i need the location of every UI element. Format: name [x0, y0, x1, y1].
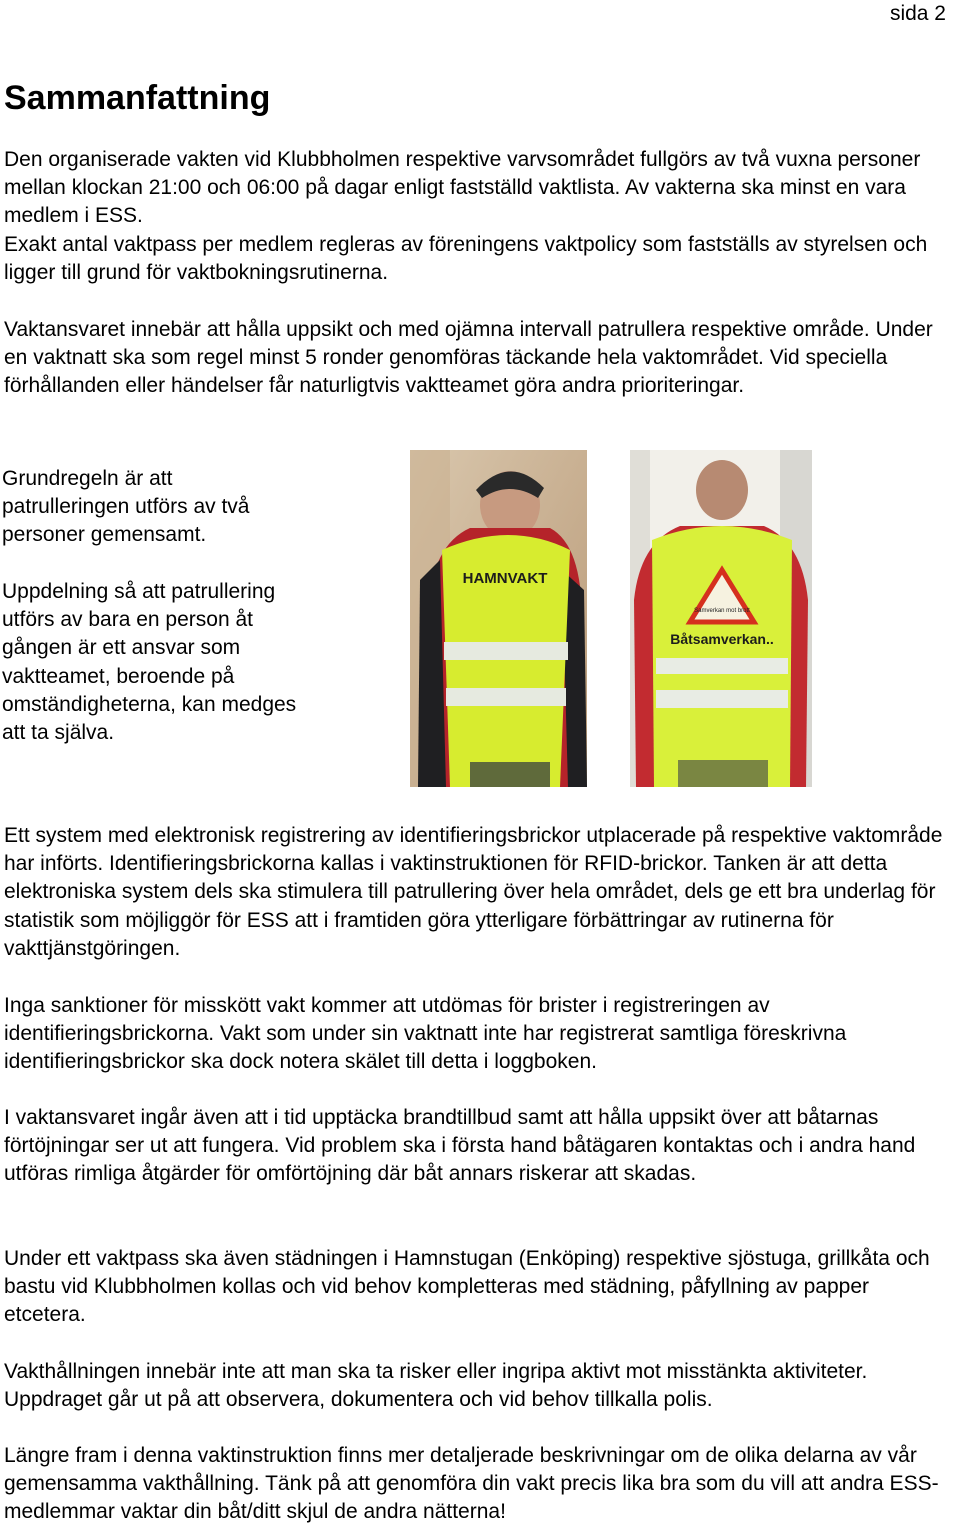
body-paragraph-4: Under ett vaktpass ska även städningen i Hamnstugan (Enköping) respektive sjöstuga, grillkåta och bastu vid Klubbholmen kollas och vid behov kompletteras med städning, påfyllning av papper etcetera. — [4, 1247, 930, 1327]
intro-paragraph-1: Den organiserade vakten vid Klubbholmen respektive varvsområdet fullgörs av två vuxna personer mellan klockan 21:00 och 06:00 på dagar enligt fastställd vaktlista. Av vakterna ska minst en vara medlem i ESS. — [4, 148, 921, 228]
intro-paragraph-2: Exakt antal vaktpass per medlem regleras av föreningens vaktpolicy som fastställs av styrelsen och ligger till grund för vaktbokningsrutinerna. — [4, 233, 928, 285]
sign-text: Samverkan mot brott — [694, 608, 750, 614]
side-paragraph-1: Grundregeln är att patrulleringen utförs av två personer gemensamt. — [2, 467, 250, 547]
vest-label-hamnvakt: HAMNVAKT — [462, 570, 548, 587]
body-paragraph-2: Inga sanktioner för misskött vakt kommer att utdömas för brister i registreringen av identifieringsbrickorna. Vakt som under sin vaktnatt inte har registrerat samtliga föreskrivna identifieringsbrickor ska dock notera skälet till detta i loggboken. — [4, 994, 847, 1074]
vest-label-batsamverkan: Båtsamverkan.. — [670, 631, 774, 647]
body-paragraph-6: Längre fram i denna vaktinstruktion finns mer detaljerade beskrivningar om de olika delarna av vår gemensamma vakthållning. Tänk på att genomföra din vakt precis lika bra som du vill att andra ESS-medlemmar vaktar din båt/ditt skjul de andra nätterna! — [4, 1444, 939, 1524]
vest-text-1 — [463, 570, 548, 587]
photo-hamnvakt-vest — [410, 450, 587, 787]
intro-paragraph-3: Vaktansvaret innebär att hålla uppsikt och med ojämna intervall patrullera respektive område. Under en vaktnatt ska som regel minst 5 ronder genomföras täckande hela vaktområdet. Vid speciella förhållanden eller händelser får naturligtvis vaktteamet göra andra prioriteringar. — [4, 318, 933, 398]
page-title: Sammanfattning — [4, 79, 271, 117]
body-paragraph-3: I vaktansvaret ingår även att i tid upptäcka brandtillbud samt att hålla uppsikt över att båtarnas förtöjningar ser ut att fungera. Vid problem ska i första hand båtägaren kontaktas och i andra hand utföras rimliga åtgärder för omförtöjning där båt annars riskerar att skadas. — [4, 1106, 916, 1186]
page-number: sida 2 — [889, 2, 946, 25]
photo-batsamverkan-vest — [630, 450, 812, 787]
body-paragraph-5: Vakthållningen innebär inte att man ska ta risker eller ingripa aktivt mot misstänkta aktiviteter. Uppdraget går ut på att observera, dokumentera och vid behov tillkalla polis. — [4, 1360, 868, 1412]
side-paragraph-2: Uppdelning så att patrullering utförs av bara en person åt gången är ett ansvar som vaktteamet, beroende på omständigheterna, kan medges att ta själva. — [2, 580, 297, 745]
body-paragraph-1: Ett system med elektronisk registrering av identifieringsbrickor utplacerade på respektive vaktområde har införts. Identifieringsbrickorna kallas i vaktinstruktionen för RFID-brickor. Tanken är att detta elektroniska system dels ska stimulera till patrullering över hela området, dels ge ett bra underlag för statistik som möjliggör för ESS att i framtiden göra ytterligare förbättringar av rutinerna för vakttjänstgöringen. — [4, 824, 943, 960]
